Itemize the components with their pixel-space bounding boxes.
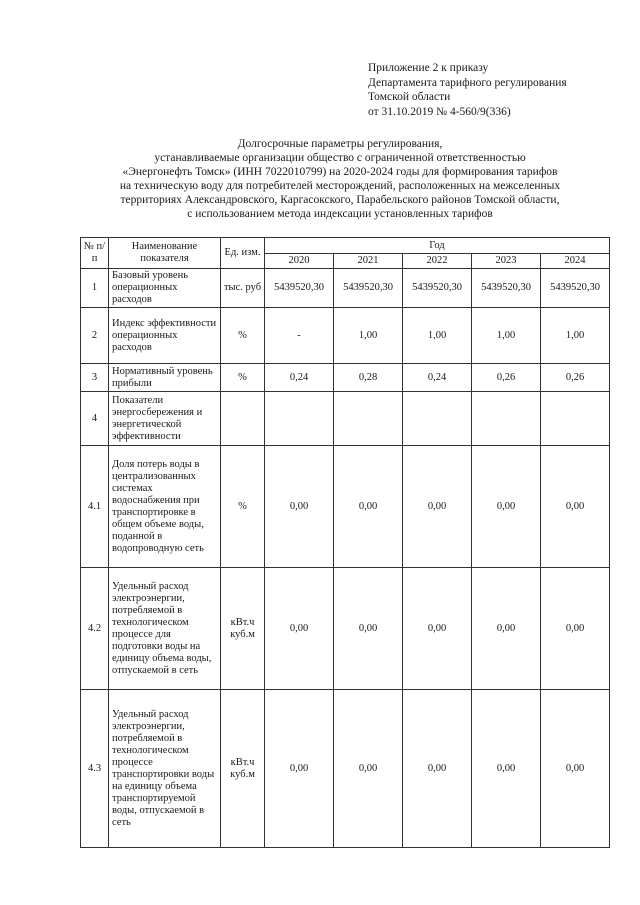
header-year-2020: 2020 (265, 254, 334, 269)
row-unit: % (221, 364, 265, 392)
row-value: 0,00 (541, 446, 610, 568)
table-row (81, 392, 610, 446)
row-value: - (265, 308, 334, 364)
row-value: 0,00 (265, 568, 334, 690)
table-row (81, 269, 610, 308)
row-unit: % (221, 308, 265, 364)
row-value: 0,00 (265, 690, 334, 848)
row-unit: кВт.ч куб.м (221, 690, 265, 848)
row-value (403, 392, 472, 446)
row-value: 0,00 (541, 690, 610, 848)
header-year-2021: 2021 (334, 254, 403, 269)
annex-line: Приложение 2 к приказу (368, 62, 489, 74)
row-name: Нормативный уровень прибыли (109, 364, 221, 392)
row-value: 0,00 (472, 568, 541, 690)
row-num: 1 (81, 269, 109, 308)
row-value: 0,26 (472, 364, 541, 392)
row-value: 0,00 (541, 568, 610, 690)
annex-line: Департамента тарифного регулирования (368, 76, 567, 89)
row-value: 5439520,30 (541, 269, 610, 308)
annex-line: от 31.10.2019 № 4-560/9(336) (368, 105, 511, 118)
title-line: с использованием метода индексации установленных тарифов (187, 208, 493, 220)
row-value: 5439520,30 (334, 269, 403, 308)
row-value: 0,26 (541, 364, 610, 392)
table-row (81, 308, 610, 364)
header-year-2022: 2022 (403, 254, 472, 269)
row-value: 0,00 (334, 568, 403, 690)
row-num: 2 (81, 308, 109, 364)
row-unit (221, 392, 265, 446)
row-value: 1,00 (334, 308, 403, 364)
table-row (81, 364, 610, 392)
row-value (541, 392, 610, 446)
title-line: устанавливаемые организации общество с ограниченной ответственностью (154, 152, 526, 164)
header-year-2024: 2024 (541, 254, 610, 269)
row-name: Индекс эффективности операционных расходов (109, 308, 221, 364)
row-value: 1,00 (472, 308, 541, 364)
header-name: Наименование показателя (109, 238, 221, 269)
table-row (81, 446, 610, 568)
row-value: 0,28 (334, 364, 403, 392)
row-name: Базовый уровень операционных расходов (109, 269, 221, 308)
header-year-2023: 2023 (472, 254, 541, 269)
row-value: 0,00 (334, 690, 403, 848)
row-value: 5439520,30 (403, 269, 472, 308)
row-name: Показатели энергосбережения и энергетической эффективности (109, 392, 221, 446)
title-line: Долгосрочные параметры регулирования, (237, 138, 443, 150)
row-value: 0,00 (403, 446, 472, 568)
row-name: Удельный расход электроэнергии, потребляемой в технологическом процессе транспортировки воды на единицу объема транспортируемой воды, отпускаемой в сеть (109, 690, 221, 848)
row-unit: кВт.ч куб.м (221, 568, 265, 690)
row-value: 0,00 (472, 690, 541, 848)
title-line: территориях Александровского, Каргасокского, Парабельского районов Томской области, (120, 194, 560, 206)
row-value: 1,00 (403, 308, 472, 364)
header-year: Год (265, 238, 610, 254)
row-value: 1,00 (541, 308, 610, 364)
parameters-table (80, 237, 610, 848)
document-title (60, 137, 620, 221)
annex-line: Томской области (368, 91, 451, 103)
table-row (81, 690, 610, 848)
row-value: 0,00 (403, 568, 472, 690)
row-value (472, 392, 541, 446)
title-line: на техническую воду для потребителей месторождений, расположенных на межселенных (119, 180, 561, 192)
row-value: 5439520,30 (472, 269, 541, 308)
row-value: 0,24 (403, 364, 472, 392)
title-line: «Энергонефть Томск» (ИНН 7022010799) на 2020-2024 годы для формирования тарифов (122, 166, 558, 178)
header-num: № п/п (81, 238, 109, 269)
row-num: 4 (81, 392, 109, 446)
row-value (265, 392, 334, 446)
header-unit: Ед. изм. (221, 238, 265, 269)
row-value: 0,00 (403, 690, 472, 848)
row-value: 0,00 (265, 446, 334, 568)
row-num: 4.1 (81, 446, 109, 568)
row-num: 4.2 (81, 568, 109, 690)
row-value: 0,24 (265, 364, 334, 392)
row-value: 0,00 (472, 446, 541, 568)
annex-header (368, 61, 567, 119)
row-name: Удельный расход электроэнергии, потребляемой в технологическом процессе для подготовки воды на единицу объема воды, отпускаемой в сеть (109, 568, 221, 690)
row-unit: % (221, 446, 265, 568)
row-name: Доля потерь воды в централизованных системах водоснабжения при транспортировке в общем объеме воды, поданной в водопроводную сеть (109, 446, 221, 568)
row-unit: тыс. руб (221, 269, 265, 308)
row-value: 5439520,30 (265, 269, 334, 308)
row-value (334, 392, 403, 446)
table-row (81, 568, 610, 690)
row-num: 3 (81, 364, 109, 392)
row-num: 4.3 (81, 690, 109, 848)
row-value: 0,00 (334, 446, 403, 568)
